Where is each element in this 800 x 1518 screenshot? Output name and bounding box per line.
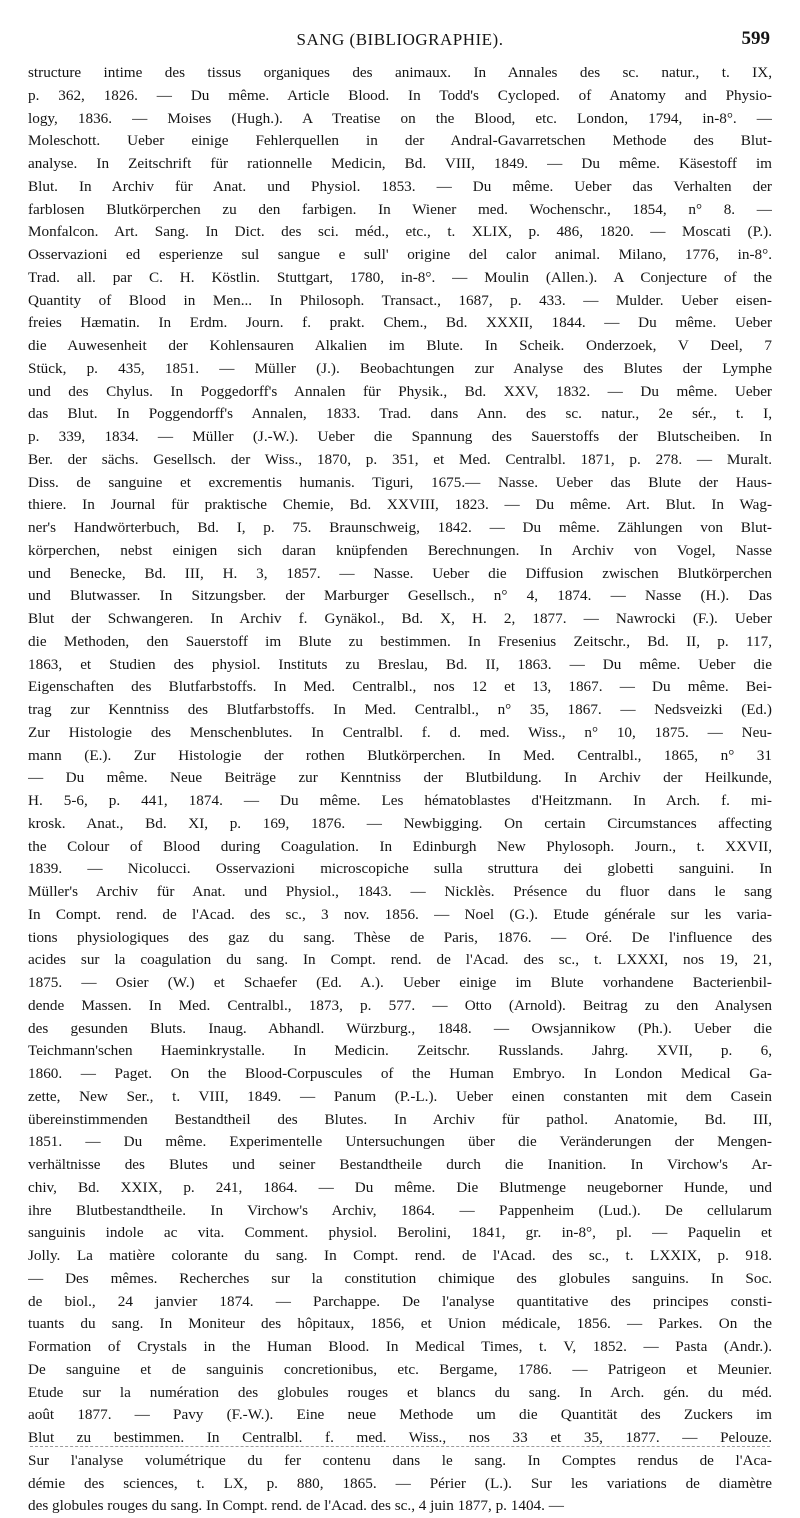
text-line: freies Hæmatin. In Erdm. Journ. f. prakt. Chem., Bd. XXXII, 1844. — Du même. Ueber: [28, 314, 772, 332]
text-line: logy, 1836. — Moises (Hugh.). A Treatise on the Blood, etc. London, 1794, in-8°. —: [28, 109, 772, 127]
text-line: août 1877. — Pavy (F.-W.). Eine neue Methode um die Quantität des Zuckers im: [28, 1406, 772, 1424]
text-line: structure intime des tissus organiques des animaux. In Annales des sc. natur., t. IX,: [28, 64, 772, 81]
text-line: Moleschott. Ueber einige Fehlerquellen in der Andral-Gavarretschen Methode des Blut-: [28, 132, 772, 150]
text-line: Jolly. La matière colorante du sang. In Compt. rend. de l'Acad. des sc., t. LXXIX, p. 918.: [28, 1247, 772, 1264]
text-line: und des Chylus. In Poggedorff's Annalen für Physik., Bd. XXV, 1832. — Du même. Ueber: [28, 382, 772, 400]
text-line: Quantity of Blood in Men... In Philosoph. Transact., 1687, p. 433. — Mulder. Ueber eisen-: [28, 291, 772, 309]
text-line: De sanguine et de sanguinis concretionibus, etc. Bergame, 1786. — Patrigeon et Meunier.: [28, 1360, 772, 1378]
text-line: — Des mêmes. Recherches sur la constitution chimique des globules sanguins. In Soc.: [28, 1269, 772, 1287]
text-line: 1839. — Nicolucci. Osservazioni microscopiche sulla struttura dei globetti sanguini. In: [28, 860, 772, 878]
text-line: chiv, Bd. XXIX, p. 241, 1864. — Du même. Die Blutmenge neugeborner Hunde, und: [28, 1178, 772, 1196]
text-line: dende Massen. In Med. Centralbl., 1873, p. 577. — Otto (Arnold). Beitrag zu den Analysen: [28, 996, 772, 1014]
text-line: und Benecke, Bd. III, H. 3, 1857. — Nasse. Ueber die Diffusion zwischen Blutkörperchen: [28, 564, 772, 582]
text-line: analyse. In Zeitschrift für rationnelle Medicin, Bd. VIII, 1849. — Du même. Käsestoff im: [28, 155, 772, 172]
text-line: the Colour of Blood during Coagulation. In Edinburgh New Phylosoph. Journ., t. XXVII,: [28, 837, 772, 855]
text-line: des globules rouges du sang. In Compt. rend. de l'Acad. des sc., 4 juin 1877, p. 1404. —: [28, 1497, 564, 1515]
text-line: sanguinis indole ac vita. Comment. physiol. Berolini, 1841, gr. in-8°, pl. — Paquelin et: [28, 1224, 772, 1242]
text-line: Diss. de sanguine et excrementis humanis. Tiguri, 1675.— Nasse. Ueber das Blute der Haus-: [28, 473, 772, 491]
text-line: acides sur la coagulation du sang. In Compt. rend. de l'Acad. des sc., t. LXXXI, nos 19, 21,: [28, 951, 772, 969]
text-line: démie des sciences, t. LX, p. 880, 1865. — Périer (L.). Sur les variations de diamètre: [28, 1474, 772, 1492]
text-line: Müller's Archiv für Anat. und Physiol., 1843. — Nicklès. Présence du fluor dans le sang: [28, 883, 772, 900]
text-line: thiere. In Journal für praktische Chemie, Bd. XXVIII, 1823. — Du même. Art. Blut. In Wag-: [28, 496, 772, 514]
footer-rule: [30, 1446, 770, 1447]
text-line: Formation of Crystals in the Human Blood. In Medical Times, t. V, 1852. — Pasta (Andr.).: [28, 1338, 772, 1355]
text-line: 1875. — Osier (W.) et Schaefer (Ed. A.). Ueber einige im Blute vorhandene Bacterienbil-: [28, 974, 772, 991]
text-line: In Compt. rend. de l'Acad. des sc., 3 nov. 1856. — Noel (G.). Etude générale sur les varia-: [28, 905, 772, 923]
text-line: und Blutwasser. In Sitzungsber. der Marburger Gesellsch., n° 4, 1874. — Nasse (H.). Das: [28, 587, 772, 605]
text-line: körperchen, nebst einigen sich daran knüpfenden Berechnungen. In Archiv von Vogel, Nasse: [28, 541, 772, 559]
text-line: Zur Histologie des Menschenblutes. In Centralbl. f. d. med. Wiss., n° 10, 1875. — Neu-: [28, 723, 772, 741]
text-line: 1863, et Studien des physiol. Instituts zu Breslau, Bd. II, 1863. — Du même. Ueber die: [28, 655, 772, 673]
text-line: Stück, p. 435, 1851. — Müller (J.). Beobachtungen zur Analyse des Blutes der Lymphe: [28, 359, 772, 377]
text-line: Eigenschaften des Blutfarbstoffs. In Med. Centralbl., nos 12 et 13, 1867. — Du même. Bei-: [28, 678, 772, 696]
text-line: das Blut. In Poggendorff's Annalen, 1833. Trad. dans Ann. des sc. natur., 2e sér., t. I,: [28, 405, 772, 423]
running-title: SANG (BIBLIOGRAPHIE).: [296, 30, 504, 49]
text-line: Sur l'analyse volumétrique du fer contenu dans le sang. In Comptes rendus de l'Aca-: [28, 1451, 772, 1469]
text-line: Blut. In Archiv für Anat. und Physiol. 1853. — Du même. Ueber das Verhalten der: [28, 177, 772, 195]
text-line: des gesunden Bluts. Inaug. Abhandl. Würzburg., 1848. — Owsjannikow (Ph.). Ueber die: [28, 1019, 772, 1037]
text-line: tuants du sang. In Moniteur des hôpitaux, 1856, et Union médicale, 1856. — Parkes. On the: [28, 1315, 772, 1333]
text-line: tions physiologiques des gaz du sang. Thèse de Paris, 1876. — Oré. De l'influence des: [28, 928, 772, 946]
page-header: [28, 26, 772, 62]
text-line: p. 339, 1834. — Müller (J.-W.). Ueber die Spannung des Sauerstoffs der Blutscheiben. In: [28, 428, 772, 445]
text-line: de biol., 24 janvier 1874. — Parchappe. De l'analyse quantitative des principes consti-: [28, 1292, 772, 1310]
text-line: ner's Handwörterbuch, Bd. I, p. 75. Braunschweig, 1842. — Du même. Zählungen von Blut-: [28, 519, 772, 536]
text-line: Etude sur la numération des globules rouges et blancs du sang. In Arch. gén. du méd.: [28, 1383, 772, 1401]
bibliography-text: [28, 62, 772, 1518]
text-line: 1851. — Du même. Experimentelle Untersuchungen über die Veränderungen der Mengen-: [28, 1133, 772, 1151]
text-line: Blut zu bestimmen. In Centralbl. f. med. Wiss., nos 33 et 35, 1877. — Pelouze.: [28, 1429, 772, 1446]
text-line: Teichmann'schen Haeminkrystalle. In Medicin. Zeitschr. Russlands. Jahrg. XVII, p. 6,: [28, 1042, 772, 1060]
text-line: die Auwesenheit der Kohlensauren Alkalien im Blute. In Scheik. Onderzoek, V Deel, 7: [28, 337, 772, 354]
text-line: die Methoden, den Sauerstoff im Blute zu bestimmen. In Fresenius Zeitschr., Bd. II, p. 117,: [28, 632, 772, 650]
text-line: Osservazioni ed esperienze sul sangue e sull' origine del calor animal. Milano, 1776, in-8°.: [28, 246, 772, 263]
page-number: 599: [741, 28, 770, 49]
text-line: zette, New Ser., t. VIII, 1849. — Panum (P.-L.). Ueber einen constanten mit dem Casein: [28, 1087, 772, 1105]
text-line: Trad. all. par C. H. Köstlin. Stuttgart, 1780, in-8°. — Moulin (Allen.). A Conjecture of the: [28, 268, 772, 286]
text-line: Ber. der sächs. Gesellsch. der Wiss., 1870, p. 351, et Med. Centralbl. 1871, p. 278. — Muralt.: [28, 450, 772, 468]
text-line: p. 362, 1826. — Du même. Article Blood. In Todd's Cycloped. of Anatomy and Physio-: [28, 86, 772, 104]
text-line: mann (E.). Zur Histologie der rothen Blutkörperchen. In Med. Centralbl., 1865, n° 31: [28, 746, 772, 764]
text-line: — Du même. Neue Beiträge zur Kenntniss der Blutbildung. In Archiv der Heilkunde,: [28, 769, 772, 787]
text-line: verhältnisse des Blutes und seiner Bestandtheile durch die Inanition. In Virchow's Ar-: [28, 1156, 772, 1173]
text-line: Blut der Schwangeren. In Archiv f. Gynäkol., Bd. X, H. 2, 1877. — Nawrocki (F.). Ueber: [28, 610, 772, 627]
text-line: ihre Blutbestandtheile. In Virchow's Archiv, 1864. — Pappenheim (Lud.). De cellularum: [28, 1201, 772, 1219]
text-line: Monfalcon. Art. Sang. In Dict. des sci. méd., etc., t. XLIX, p. 486, 1820. — Moscati (P.).: [28, 223, 772, 241]
text-line: H. 5-6, p. 441, 1874. — Du même. Les hématoblastes d'Heitzmann. In Arch. f. mi-: [28, 792, 772, 809]
text-line: farblosen Blutkörperchen zu den farbigen. In Wiener med. Wochenschr., 1854, n° 8. —: [28, 200, 772, 218]
text-line: 1860. — Paget. On the Blood-Corpuscules of the Human Embryo. In London Medical Ga-: [28, 1065, 772, 1082]
text-line: krosk. Anat., Bd. XI, p. 169, 1876. — Newbigging. On certain Circumstances affecting: [28, 814, 772, 832]
text-line: trag zur Kenntniss des Blutfarbstoffs. In Med. Centralbl., n° 35, 1867. — Nedsveizki (Ed.): [28, 701, 772, 718]
text-line: übereinstimmenden Bestandtheil des Blutes. In Archiv für pathol. Anatomie, Bd. III,: [28, 1110, 772, 1128]
